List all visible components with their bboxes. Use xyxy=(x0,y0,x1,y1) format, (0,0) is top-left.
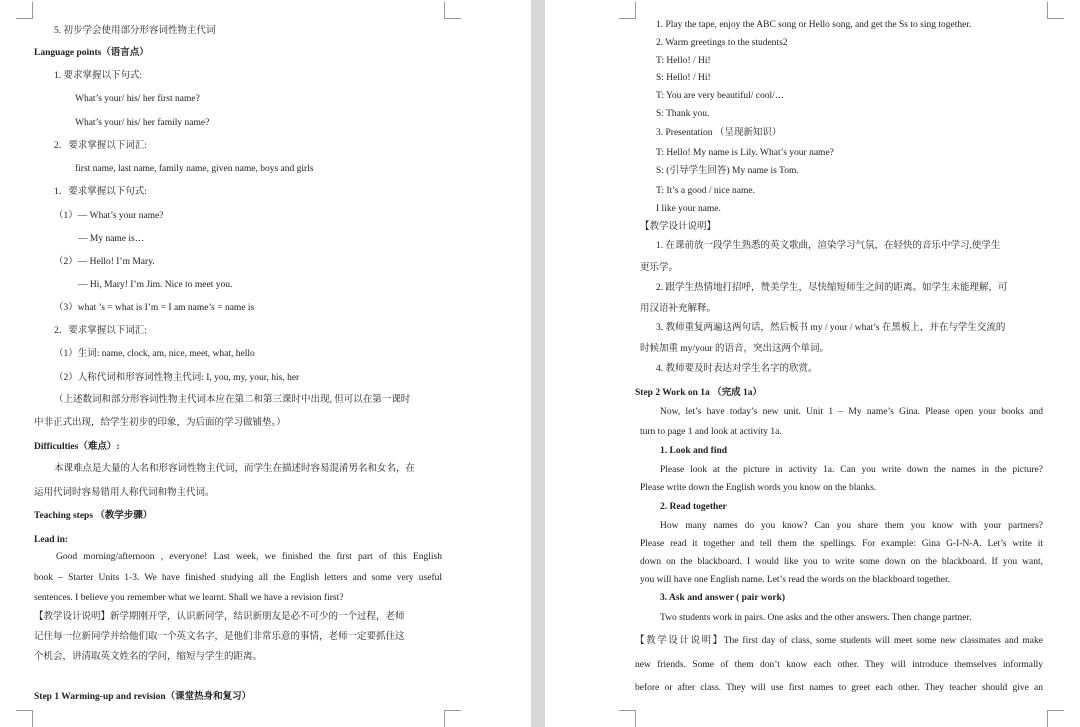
sentence-pattern: What’s your/ his/ her family name? xyxy=(75,118,210,128)
design-note-line: 记住每一位新同学并给他们取一个英文名字，是他们非常乐意的事情，老师一定要抓住这 xyxy=(34,632,405,642)
margin-corner-mark xyxy=(16,710,33,727)
list-item: 2．要求掌握以下词汇: xyxy=(54,141,147,151)
dialogue-line: S: Hello! / Hi! xyxy=(656,73,711,83)
design-note-line: 4. 教师要及时表达对学生名字的欣赏。 xyxy=(656,364,818,374)
paragraph-line: you will have one English name. Let’s read the words on the blackboard together. xyxy=(640,575,950,585)
margin-corner-mark xyxy=(16,2,33,19)
dialogue-line: — My name is… xyxy=(78,234,145,244)
margin-corner-mark xyxy=(619,710,636,727)
section-heading-language-points: Language points（语言点） xyxy=(34,48,149,58)
vocabulary-line: （2）人称代词和形容词性物主代词: I, you, my, your, his, her xyxy=(54,373,300,383)
dialogue-line: I like your name. xyxy=(656,204,721,214)
contraction-line: （3）what ’s = what is I’m = I am name’s = name is xyxy=(54,303,255,313)
activity-heading-ask-and-answer: 3. Ask and answer ( pair work) xyxy=(660,593,786,603)
paragraph-line: 运用代词时容易错用人称代词和物主代词。 xyxy=(34,488,215,498)
sentence-pattern: What’s your/ his/ her first name? xyxy=(75,94,200,104)
design-note-line: 2. 跟学生热情地打招呼，赞美学生，尽快缩短师生之间的距离。如学生未能理解，可 xyxy=(656,283,1008,293)
design-note-line: new friends. Some of them don’t know each other. They will introduce themselves informally xyxy=(635,660,1043,670)
paragraph-line: Please read it together and tell them the spellings. For example: Gina G-I-N-A. Let’s write it xyxy=(640,539,1043,549)
vocabulary-line: （1）生词: name, clock, am, nice, meet, what, hello xyxy=(54,349,255,359)
dialogue-line: （1）— What’s your name? xyxy=(54,211,164,221)
note-line: 中非正式出现，给学生初步的印象，为后面的学习做铺垫。） xyxy=(34,418,286,428)
paragraph-line: Now, let’s have today’s new unit. Unit 1 – My name’s Gina. Please open your books and xyxy=(660,407,1043,417)
list-item: 2．要求掌握以下词汇: xyxy=(54,326,147,336)
paragraph-line: 本课难点是大量的人名和形容词性物主代词，而学生在描述时容易混淆男名和女名，在 xyxy=(54,464,416,474)
paragraph-line: How many names do you know? Can you share them you know with your partners? xyxy=(660,521,1043,531)
note-line: （上述数词和部分形容词性物主代词本应在第二和第三课时中出现, 但可以在第一课时 xyxy=(54,395,411,405)
left-document-page xyxy=(0,0,531,727)
list-item: 1．要求掌握以下句式: xyxy=(54,187,147,197)
section-heading-step1: Step 1 Warming-up and revision（课堂热身和复习） xyxy=(34,692,252,702)
design-note-line: 【教学设计说明】新学期刚开学，认识新同学，结识新朋友是必不可少的一个过程，老师 xyxy=(34,612,405,622)
paragraph-line: turn to page 1 and look at activity 1a. xyxy=(640,427,782,437)
design-note-line: 【教学设计说明】The first day of class, some students will meet some new classmates and make xyxy=(635,636,1043,646)
margin-corner-mark xyxy=(619,2,636,19)
design-note-line: 时候加重 my/your 的语音，突出这两个单词。 xyxy=(640,344,829,354)
right-document-page xyxy=(545,0,1080,727)
section-heading-teaching-steps: Teaching steps （教学步骤） xyxy=(34,511,153,521)
margin-corner-mark xyxy=(1047,2,1064,19)
paragraph-line: Two students work in pairs. One asks and the other answers. Then change partner. xyxy=(660,613,972,623)
activity-heading-read-together: 2. Read together xyxy=(660,502,727,512)
page-gap xyxy=(531,0,545,727)
paragraph-line: Please write down the English words you know on the blanks. xyxy=(640,483,877,493)
design-note-line: 1. 在课前放一段学生熟悉的英文歌曲，渲染学习气氛，在轻快的音乐中学习,使学生 xyxy=(656,241,1001,251)
procedure-line: 3. Presentation （呈现新知识） xyxy=(656,128,782,138)
section-heading-step2: Step 2 Work on 1a （完成 1a） xyxy=(635,388,763,398)
design-note-line: 个机会，讲清取英文姓名的学问，缩短与学生的距离。 xyxy=(34,652,263,662)
dialogue-line: T: Hello! / Hi! xyxy=(656,56,711,66)
dialogue-line: T: You are very beautiful/ cool/… xyxy=(656,91,785,101)
objective-item: 5. 初步学会使用部分形容词性物主代词 xyxy=(54,26,216,36)
design-note-line: 更乐学。 xyxy=(640,263,679,273)
design-note-heading: 【教学设计说明】 xyxy=(640,222,717,232)
procedure-line: 2. Warm greetings to the students2 xyxy=(656,38,788,48)
dialogue-line: T: It’s a good / nice name. xyxy=(656,186,755,196)
margin-corner-mark xyxy=(1047,710,1064,727)
activity-heading-look-and-find: 1. Look and find xyxy=(660,446,728,456)
section-heading-lead-in: Lead in: xyxy=(34,535,69,545)
paragraph-line: book – Starter Units 1-3. We have finished studying all the English letters and some very useful xyxy=(34,573,442,583)
design-note-line: 用汉语补充解释。 xyxy=(640,304,717,314)
paragraph-line: Good morning/afternoon , everyone! Last week, we finished the first part of this English xyxy=(56,552,442,562)
dialogue-line: （2）— Hello! I’m Mary. xyxy=(54,257,155,267)
design-note-line: before or after class. They will use first names to greet each other. They teacher should give an xyxy=(635,683,1043,693)
procedure-line: 1. Play the tape, enjoy the ABC song or Hello song, and get the Ss to sing together. xyxy=(656,20,972,30)
margin-corner-mark xyxy=(444,710,461,727)
design-note-line: 3. 教师重复两遍这两句话，然后板书 my / your / what’s 在黑板上，并在与学生交流的 xyxy=(656,323,1006,333)
paragraph-line: Please look at the picture in activity 1a. Can you write down the names in the picture? xyxy=(660,465,1043,475)
margin-corner-mark xyxy=(444,2,461,19)
paragraph-line: sentences. I believe you remember what we learnt. Shall we have a revision first? xyxy=(34,593,344,603)
dialogue-line: T: Hello! My name is Lily. What’s your name? xyxy=(656,148,834,158)
paragraph-line: down on the blackboard. I would like you to write some down on the blackboard. If you want, xyxy=(640,557,1043,567)
dialogue-line: S: (引导学生回答) My name is Tom. xyxy=(656,166,799,176)
vocabulary-line: first name, last name, family name, given name, boys and girls xyxy=(75,164,314,174)
dialogue-line: S: Thank you. xyxy=(656,109,710,119)
dialogue-line: — Hi, Mary! I’m Jim. Nice to meet you. xyxy=(78,280,233,290)
section-heading-difficulties: Difficulties（难点）: xyxy=(34,442,120,452)
list-item: 1. 要求掌握以下句式: xyxy=(54,71,143,81)
